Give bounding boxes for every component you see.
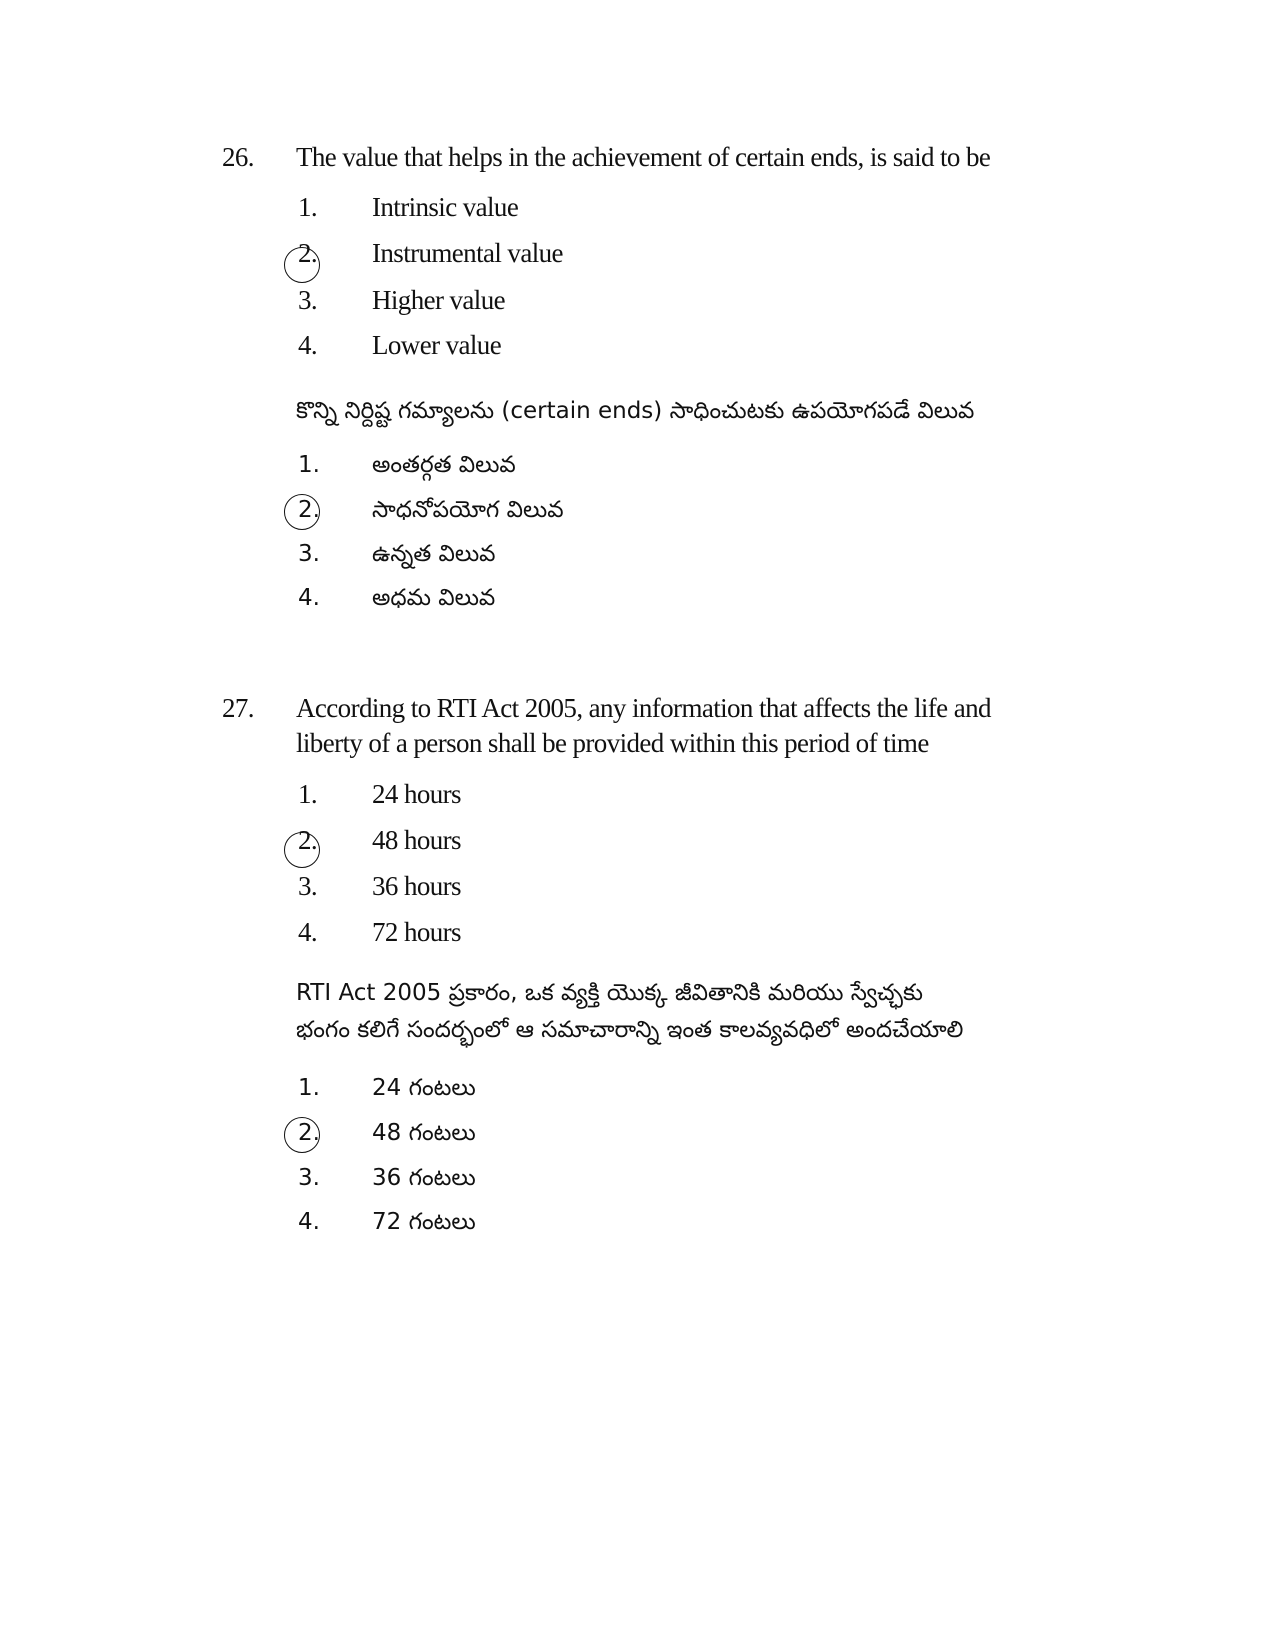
option-number: 1. xyxy=(298,1075,320,1101)
option-text-correct: Instrumental value xyxy=(372,238,563,268)
question-text-en: The value that helps in the achievement of certain ends, is said to be xyxy=(296,142,991,172)
option-text-correct: 48 గంటలు xyxy=(372,1120,476,1146)
option-text: అంతర్గత విలువ xyxy=(372,452,516,478)
option-number: 2. xyxy=(298,497,320,523)
option-number: 3. xyxy=(298,541,320,567)
option-number: 3. xyxy=(298,1165,320,1191)
option-number: 3. xyxy=(298,285,318,315)
option-text: 24 గంటలు xyxy=(372,1075,476,1101)
question-text-te: కొన్ని నిర్దిష్ట గమ్యాలను (certain ends) సాధించుటకు ఉపయోగపడే విలువ xyxy=(296,398,975,424)
option-text-correct: 48 hours xyxy=(372,825,461,855)
question-text-te: భంగం కలిగే సందర్భంలో ఆ సమాచారాన్ని ఇంత కాలవ్యవధిలో అందచేయాలి xyxy=(296,1017,964,1043)
option-text: అధమ విలువ xyxy=(372,585,496,611)
option-text: 24 hours xyxy=(372,779,461,809)
option-text: 36 గంటలు xyxy=(372,1165,476,1191)
option-number: 2. xyxy=(298,825,318,855)
option-number: 4. xyxy=(298,917,318,947)
option-number: 4. xyxy=(298,1209,320,1235)
question-text-en: liberty of a person shall be provided within this period of time xyxy=(296,728,929,758)
option-number: 2. xyxy=(298,238,318,268)
option-text: Intrinsic value xyxy=(372,192,519,222)
option-number: 1. xyxy=(298,452,320,478)
option-text: 36 hours xyxy=(372,871,461,901)
question-number: 26. xyxy=(222,142,254,172)
question-number: 27. xyxy=(222,693,254,723)
option-text: 72 hours xyxy=(372,917,461,947)
option-number: 1. xyxy=(298,192,318,222)
option-text: Lower value xyxy=(372,330,502,360)
option-text-correct: సాధనోపయోగ విలువ xyxy=(372,497,564,523)
option-number: 1. xyxy=(298,779,318,809)
question-text-en: According to RTI Act 2005, any information that affects the life and xyxy=(296,693,991,723)
option-number: 4. xyxy=(298,330,318,360)
option-number: 3. xyxy=(298,871,318,901)
option-text: Higher value xyxy=(372,285,505,315)
option-text: 72 గంటలు xyxy=(372,1209,476,1235)
option-number: 2. xyxy=(298,1120,320,1146)
question-text-te: RTI Act 2005 ప్రకారం, ఒక వ్యక్తి యొక్క జీవితానికి మరియు స్వేచ్ఛకు xyxy=(296,980,923,1006)
option-number: 4. xyxy=(298,585,320,611)
option-text: ఉన్నత విలువ xyxy=(372,541,496,567)
